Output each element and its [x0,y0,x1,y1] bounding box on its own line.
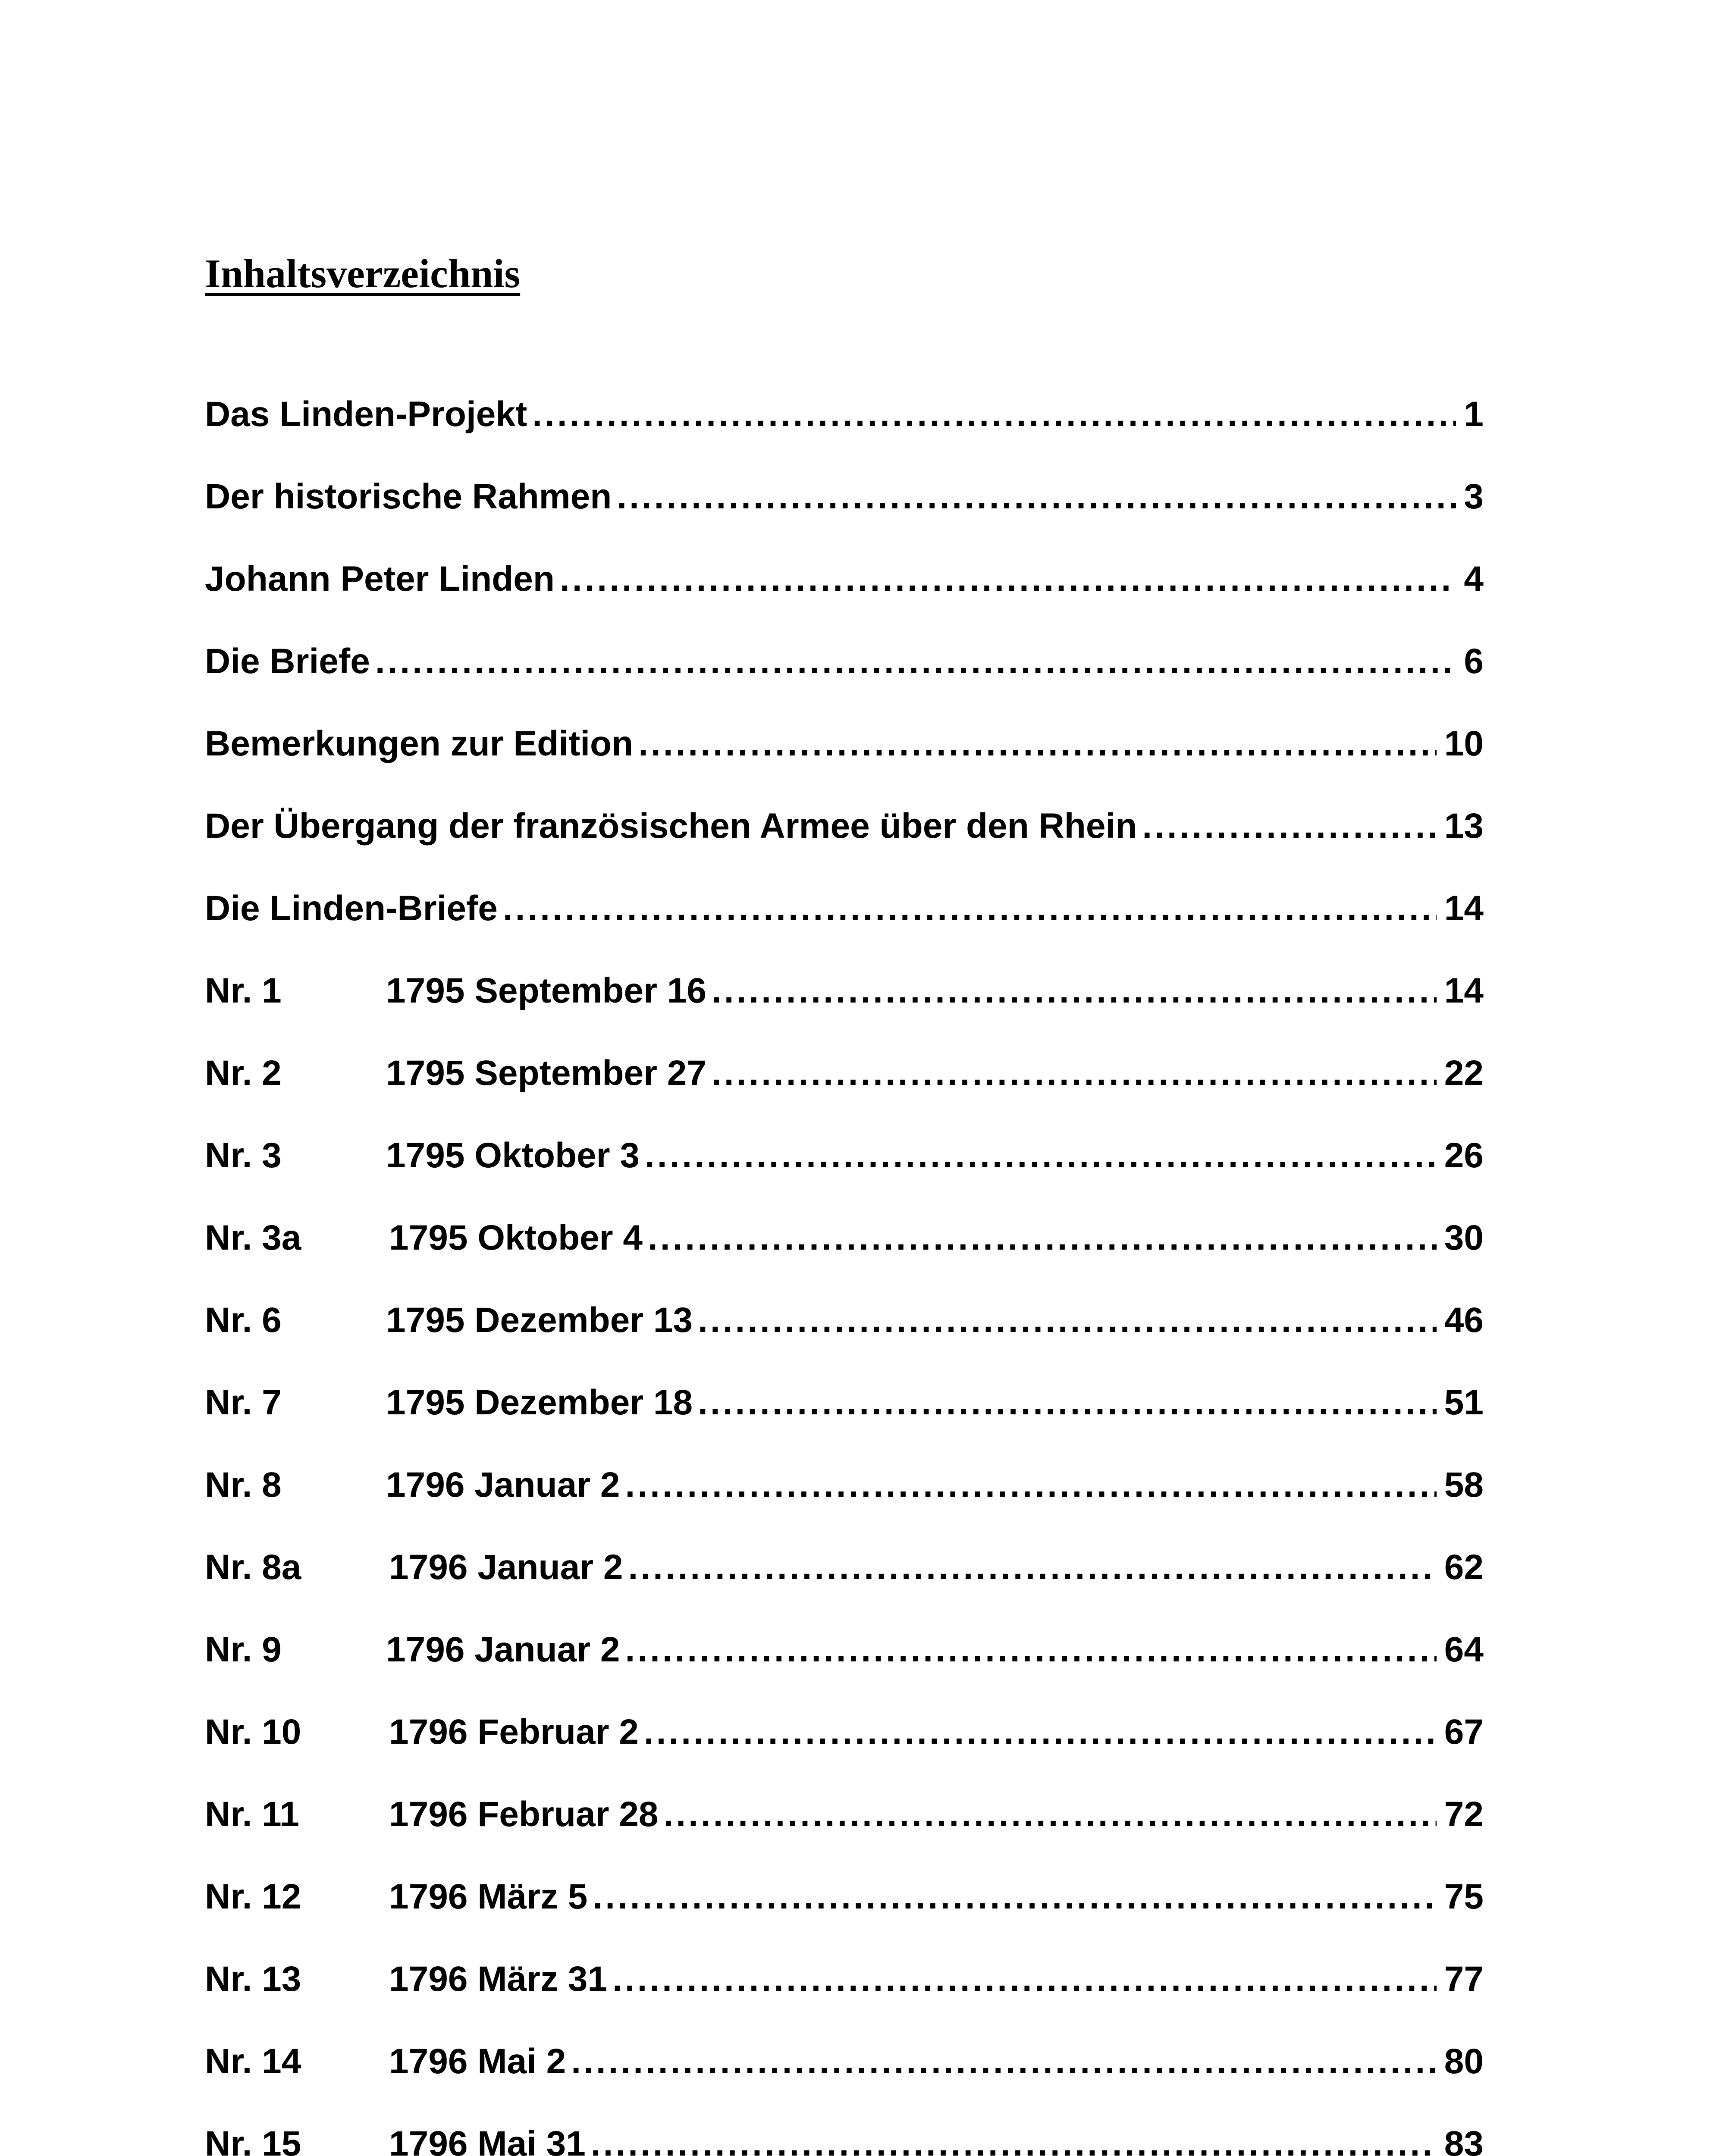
toc-entry[interactable] [205,726,1484,808]
toc-entry-page: 64 [1444,1630,1484,1669]
toc-entry-label: 1796 Januar 2 [386,1465,620,1504]
toc-entry-page: 51 [1444,1383,1484,1422]
toc-entry-label: Das Linden-Projekt [205,395,527,434]
toc-entry-label: 1795 September 27 [386,1053,707,1093]
toc-entry[interactable] [205,1879,1484,1962]
toc-entry-page: 10 [1444,724,1484,763]
dot-leader [644,1714,1437,1750]
toc-entry-page: 62 [1444,1548,1484,1587]
toc-entry-label: Der Übergang der französischen Armee über den Rhein [205,806,1137,846]
toc-list [205,397,1484,2156]
toc-entry-label: 1796 Januar 2 [389,1548,623,1587]
toc-entry[interactable] [205,561,1484,644]
toc-entry-page: 75 [1444,1877,1484,1916]
toc-entry-page: 4 [1464,559,1484,599]
toc-entry[interactable] [205,2044,1484,2126]
dot-leader [712,973,1437,1009]
toc-entry-page: 6 [1464,642,1484,681]
toc-entry-label: 1796 März 31 [389,1959,608,1999]
dot-leader [648,1220,1437,1256]
toc-entry-page: 83 [1444,2124,1484,2156]
dot-leader [375,644,1456,679]
toc-entry-label: 1796 Januar 2 [386,1630,620,1669]
toc-entry-label: 1795 September 16 [386,971,707,1010]
dot-leader [625,1632,1437,1667]
dot-leader [628,1550,1437,1585]
dot-leader [612,1962,1437,1997]
toc-entry-number: Nr. 7 [205,1383,282,1422]
toc-entry-label: 1795 Dezember 18 [386,1383,693,1422]
dot-leader [638,726,1437,761]
dot-leader [1142,808,1436,844]
dot-leader [593,1879,1436,1915]
toc-entry-number: Nr. 8 [205,1465,282,1504]
toc-entry[interactable] [205,1138,1484,1220]
toc-entry-page: 22 [1444,1053,1484,1093]
toc-entry[interactable] [205,1714,1484,1797]
toc-entry-page: 72 [1444,1795,1484,1834]
dot-leader [617,479,1456,514]
toc-entry-label: Bemerkungen zur Edition [205,724,634,763]
dot-leader [712,1056,1437,1091]
dot-leader [571,2044,1437,2079]
toc-entry-number: Nr. 2 [205,1053,282,1093]
toc-entry-number: Nr. 15 [205,2124,301,2156]
toc-entry[interactable] [205,397,1484,479]
toc-entry-page: 14 [1444,971,1484,1010]
toc-entry-label: 1796 Februar 28 [389,1795,659,1834]
toc-entry[interactable] [205,1053,1484,1138]
toc-entry-number: Nr. 1 [205,971,282,1010]
toc-entry-label: 1796 März 5 [389,1877,588,1916]
toc-entry-page: 1 [1464,395,1484,434]
dot-leader [560,561,1456,597]
toc-entry-label: Die Briefe [205,642,370,681]
toc-entry-page: 14 [1444,889,1484,928]
toc-entry-page: 26 [1444,1136,1484,1175]
toc-entry-number: Nr. 8a [205,1548,301,1587]
toc-entry[interactable] [205,1220,1484,1303]
toc-entry-number: Nr. 6 [205,1300,282,1340]
toc-entry-number: Nr. 3a [205,1218,301,1257]
toc-entry[interactable] [205,1550,1484,1632]
toc-entry[interactable] [205,2126,1484,2156]
toc-entry-label: 1796 Februar 2 [389,1712,639,1752]
toc-entry[interactable] [205,1797,1484,1879]
toc-entry[interactable] [205,1632,1484,1714]
toc-entry-page: 46 [1444,1300,1484,1340]
toc-entry[interactable] [205,644,1484,726]
toc-entry-number: Nr. 3 [205,1136,282,1175]
toc-entry-page: 80 [1444,2042,1484,2081]
dot-leader [625,1467,1437,1503]
toc-entry-number: Nr. 9 [205,1630,282,1669]
toc-entry-label: 1796 Mai 2 [389,2042,566,2081]
toc-entry-label: Johann Peter Linden [205,559,555,599]
toc-entry[interactable] [205,1300,1484,1385]
toc-entry-number: Nr. 14 [205,2042,301,2081]
toc-entry-label: 1795 Dezember 13 [386,1300,693,1340]
toc-heading: Inhaltsverzeichnis [205,251,521,296]
dot-leader [503,891,1437,926]
toc-entry-number: Nr. 12 [205,1877,301,1916]
dot-leader [698,1303,1437,1338]
toc-entry[interactable] [205,1467,1484,1550]
dot-leader [532,397,1456,432]
toc-entry-label: 1796 Mai 31 [389,2124,586,2156]
dot-leader [664,1797,1437,1832]
toc-entry[interactable] [205,1385,1484,1467]
toc-entry-label: 1795 Oktober 3 [386,1136,640,1175]
toc-entry[interactable] [205,808,1484,891]
toc-entry-number: Nr. 13 [205,1959,301,1999]
toc-entry-number: Nr. 10 [205,1712,301,1752]
toc-entry-label: 1795 Oktober 4 [389,1218,643,1257]
toc-entry-label: Die Linden-Briefe [205,889,498,928]
toc-entry-page: 58 [1444,1465,1484,1504]
toc-entry[interactable] [205,891,1484,973]
toc-entry[interactable] [205,973,1484,1056]
toc-entry[interactable] [205,1959,1484,2044]
toc-entry-number: Nr. 11 [205,1795,299,1834]
toc-entry-page: 3 [1464,477,1484,516]
toc-entry-page: 30 [1444,1218,1484,1257]
toc-entry[interactable] [205,479,1484,561]
toc-entry-page: 13 [1444,806,1484,846]
dot-leader [645,1138,1437,1173]
toc-entry-label: Der historische Rahmen [205,477,612,516]
dot-leader [698,1385,1437,1420]
toc-entry-page: 67 [1444,1712,1484,1752]
toc-entry-page: 77 [1444,1959,1484,1999]
dot-leader [591,2126,1437,2156]
